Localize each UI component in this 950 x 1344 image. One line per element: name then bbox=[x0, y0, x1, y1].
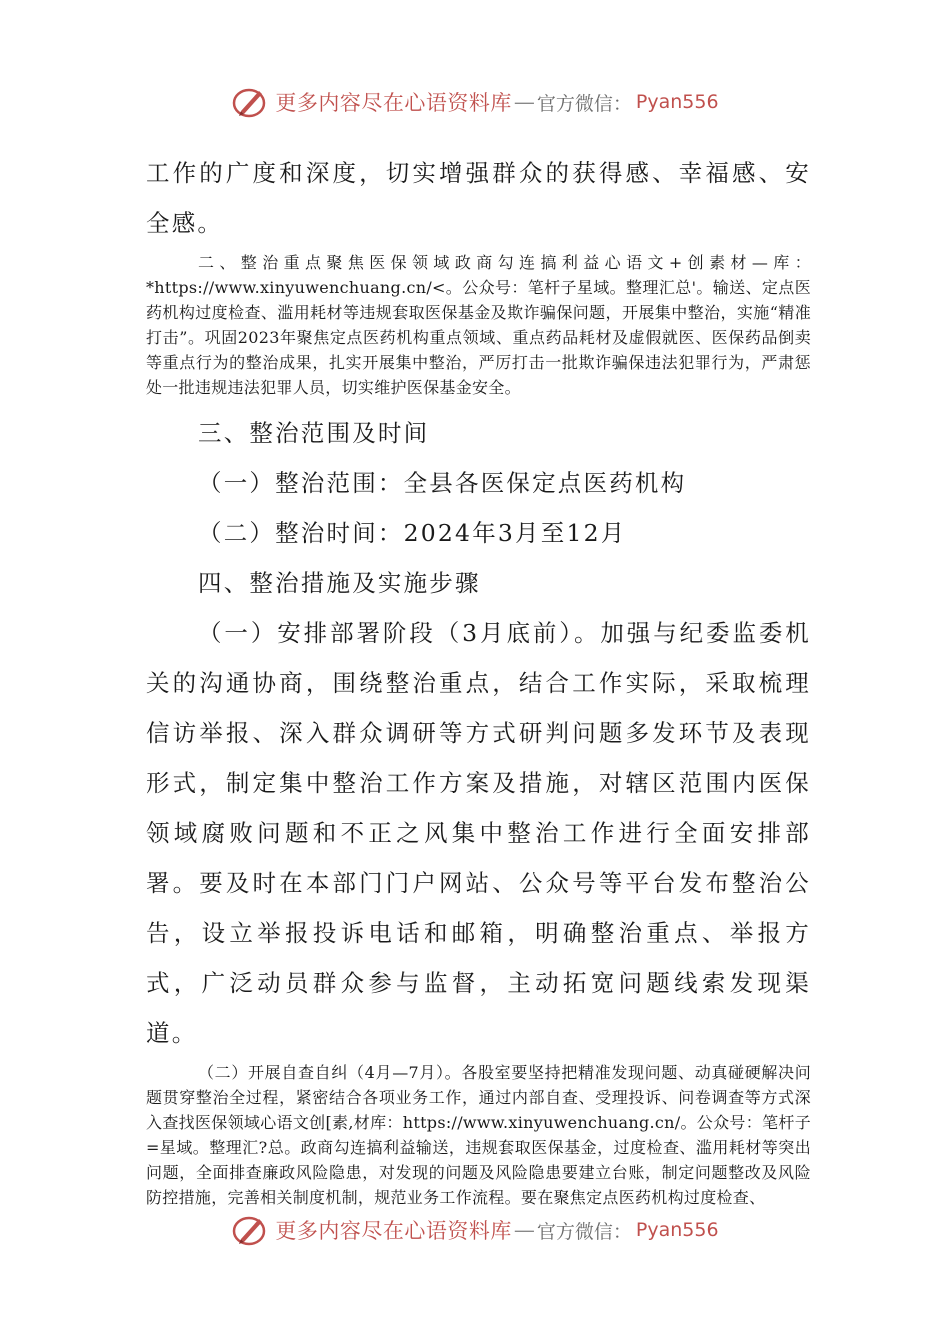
document-body bbox=[146, 148, 811, 1210]
banner-dash: — bbox=[513, 1218, 535, 1242]
header-banner bbox=[0, 82, 950, 122]
paragraph-time: （二）整治时间：2024年3月至12月 bbox=[198, 519, 627, 547]
paragraph-intro-tail: 工作的广度和深度，切实增强群众的获得感、幸福感、安全感。 bbox=[146, 159, 811, 237]
paragraph-step-1: （一）安排部署阶段（3月底前）。加强与纪委监委机关的沟通协商，围绕整治重点，结合工作实际，采取梳理信访举报、深入群众调研等方式研判问题多发环节及表现形式，制定集中整治工作方案及措施，对辖区范围内医保领域腐败问题和不正之风集中整治工作进行全面安排部署。要及时在本部门门户网站、公众号等平台发布整治公告，设立举报投诉电话和邮箱，明确整治重点、举报方式，广泛动员群众参与监督，主动拓宽问题线索发现渠道。 bbox=[146, 619, 811, 1047]
banner-account: Pyan556 bbox=[635, 1219, 719, 1241]
paragraph-scope: （一）整治范围：全县各医保定点医药机构 bbox=[198, 469, 687, 497]
banner-official-label: 官方微信： bbox=[536, 92, 632, 115]
heading-section-4: 四、整治措施及实施步骤 bbox=[198, 569, 481, 597]
banner-brand: 更多内容尽在心语资料库 bbox=[275, 1219, 512, 1243]
paragraph-section-2: 二、整治重点聚焦医保领域政商勾连搞利益心语文+创素材—库：*https://www.xinyuwenchuang.cn/<。公众号：笔杆子星域。整理汇总'。输送、定点医药机构过度检查、滥用耗材等违规套取医保基金及欺诈骗保问题，开展集中整治，实施“精准打击”。巩固2023年聚焦定点医药机构重点领域、重点药品耗材及虚假就医、医保药品倒卖等重点行为的整治成果，扎实开展集中整治，严厉打击一批欺诈骗保违法犯罪行为，严肃惩处一批违规违法犯罪人员，切实维护医保基金安全。 bbox=[146, 253, 811, 397]
pen-logo-icon bbox=[231, 1213, 269, 1247]
pen-logo-icon bbox=[231, 85, 269, 119]
banner-brand: 更多内容尽在心语资料库 bbox=[275, 91, 512, 115]
banner-dash: — bbox=[513, 90, 535, 114]
banner-account: Pyan556 bbox=[635, 91, 719, 113]
banner-official-label: 官方微信： bbox=[536, 1220, 632, 1243]
footer-banner bbox=[0, 1210, 950, 1250]
paragraph-step-2: （二）开展自查自纠（4月—7月）。各股室要坚持把精准发现问题、动真碰硬解决问题贯穿整治全过程，紧密结合各项业务工作，通过内部自查、受理投诉、问卷调查等方式深入查找医保领域心语文创[素,材库：https://www.xinyuwenchuang.cn/。公众号：笔杆子=星域。整理汇?总。政商勾连搞利益输送，违规套取医保基金，过度检查、滥用耗材等突出问题，全面排查廉政风险隐患，对发现的问题及风险隐患要建立台账，制定问题整改及风险防控措施，完善相关制度机制，规范业务工作流程。要在聚焦定点医药机构过度检查、 bbox=[146, 1063, 811, 1207]
heading-section-3: 三、整治范围及时间 bbox=[198, 419, 430, 447]
